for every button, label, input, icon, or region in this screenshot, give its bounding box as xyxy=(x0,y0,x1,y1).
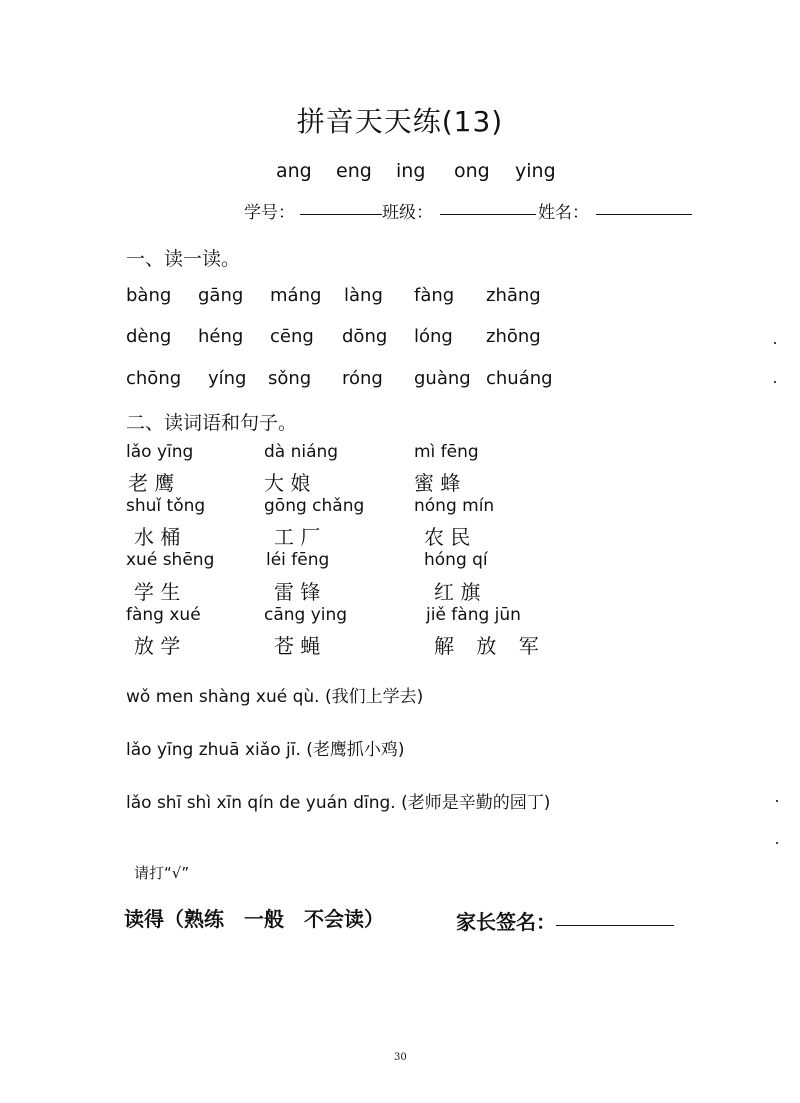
syllable: máng xyxy=(270,285,322,306)
syllable: bàng xyxy=(126,285,172,306)
syllable: dōng xyxy=(342,326,388,347)
syllable: héng xyxy=(198,326,244,347)
parent-sign-blank[interactable] xyxy=(556,925,674,926)
word-hanzi: 蜜 蜂 xyxy=(414,471,461,495)
scan-speck xyxy=(776,800,778,802)
word-pinyin: xué shēng xyxy=(126,550,215,570)
word-hanzi: 水 桶 xyxy=(134,525,181,549)
sentence: lǎo shī shì xīn qín de yuán dīng. (老师是辛勤的园丁) xyxy=(126,793,551,813)
word-pinyin: lǎo yīng xyxy=(126,442,194,462)
word-pinyin: jiě fàng jūn xyxy=(426,605,521,625)
student-id-label: 学号： xyxy=(244,203,295,223)
syllable: lóng xyxy=(414,326,453,347)
syllable: chuáng xyxy=(486,368,553,389)
word-hanzi: 解 放 军 xyxy=(434,634,547,658)
name-blank[interactable] xyxy=(596,214,692,215)
rhyme-item: eng xyxy=(336,160,372,182)
syllable: làng xyxy=(344,285,383,306)
rhyme-item: ying xyxy=(515,160,556,182)
class-label: 班级： xyxy=(382,203,433,223)
syllable: cēng xyxy=(270,326,314,347)
word-hanzi: 学 生 xyxy=(134,580,181,604)
syllable: zhāng xyxy=(486,285,541,306)
word-pinyin: shuǐ tǒng xyxy=(126,496,206,516)
word-hanzi: 大 娘 xyxy=(264,471,311,495)
syllable: zhōng xyxy=(486,326,541,347)
parent-sign-label: 家长签名： xyxy=(456,910,556,934)
page-title: 拼音天天练(13) xyxy=(296,105,504,138)
sentence: wǒ men shàng xué qù. (我们上学去) xyxy=(126,687,424,707)
syllable: dèng xyxy=(126,326,172,347)
syllable: fàng xyxy=(414,285,455,306)
rhyme-item: ang xyxy=(276,160,312,182)
word-pinyin: cāng ying xyxy=(264,605,348,625)
scan-speck xyxy=(774,381,776,383)
class-blank[interactable] xyxy=(440,214,536,215)
page-number: 30 xyxy=(394,1052,407,1063)
syllable: yíng xyxy=(208,368,247,389)
name-label: 姓名： xyxy=(538,203,589,223)
word-hanzi: 工 厂 xyxy=(274,525,321,549)
syllable: guàng xyxy=(414,368,471,389)
word-hanzi: 雷 锋 xyxy=(274,580,321,604)
scan-speck xyxy=(776,842,778,844)
syllable: chōng xyxy=(126,368,182,389)
word-pinyin: nóng mín xyxy=(414,496,495,516)
word-pinyin: dà niáng xyxy=(264,442,339,462)
word-hanzi: 红 旗 xyxy=(434,580,481,604)
word-pinyin: fàng xué xyxy=(126,605,201,625)
syllable: gāng xyxy=(198,285,244,306)
word-hanzi: 农 民 xyxy=(424,525,471,549)
scan-speck xyxy=(774,342,776,344)
sentence: lǎo yīng zhuā xiǎo jī. (老鹰抓小鸡) xyxy=(126,740,405,760)
syllable: róng xyxy=(342,368,383,389)
reading-status: 读得（熟练 一般 不会读） xyxy=(124,907,384,931)
section2-heading: 二、读词语和句子。 xyxy=(126,412,298,434)
word-hanzi: 老 鹰 xyxy=(128,471,175,495)
word-pinyin: hóng qí xyxy=(424,550,488,570)
word-pinyin: mì fēng xyxy=(414,442,479,462)
word-hanzi: 放 学 xyxy=(134,634,181,658)
rhyme-item: ing xyxy=(396,160,426,182)
syllable: sǒng xyxy=(268,368,312,389)
student-id-blank[interactable] xyxy=(300,214,382,215)
word-pinyin: léi fēng xyxy=(266,550,330,570)
section1-heading: 一、读一读。 xyxy=(126,248,241,270)
check-prompt: 请打“√” xyxy=(134,864,190,882)
word-hanzi: 苍 蝇 xyxy=(274,634,321,658)
rhyme-item: ong xyxy=(454,160,490,182)
word-pinyin: gōng chǎng xyxy=(264,496,365,516)
